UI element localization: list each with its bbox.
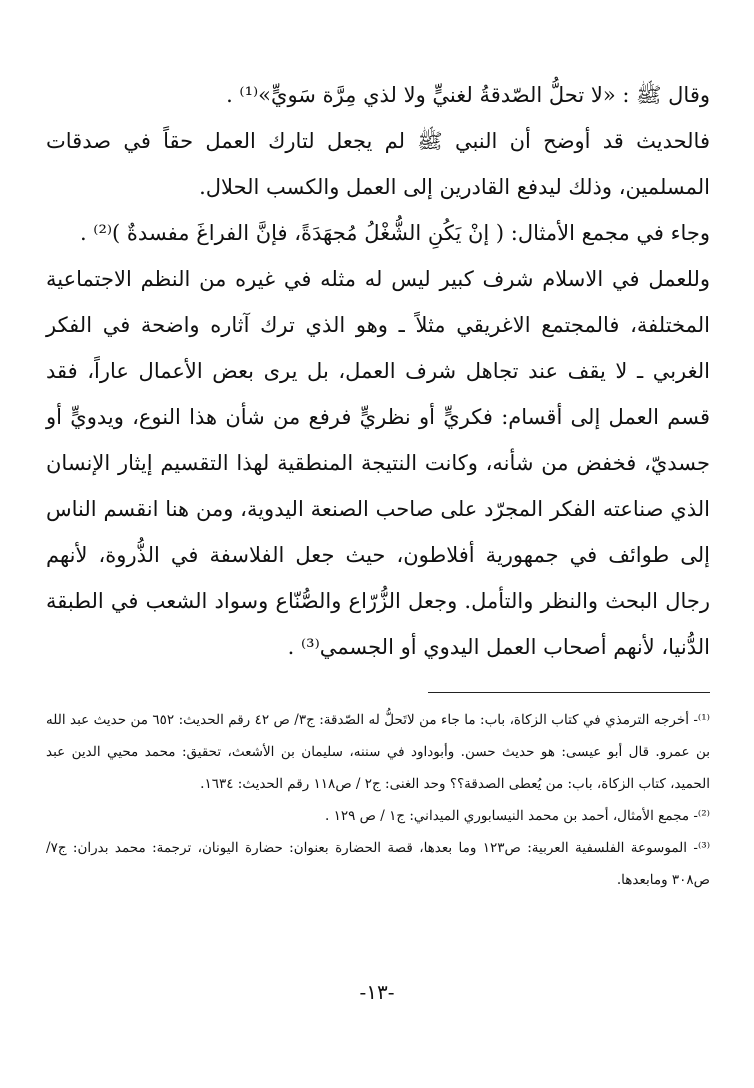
footnote-separator bbox=[428, 692, 710, 693]
hadith-quote: وقال ﷺ : «لا تحلُّ الصّدقةُ لغنيٍّ ولا لذي مِرَّة سَويٍّ»⁽¹⁾ . bbox=[226, 83, 710, 107]
paragraph-work-in-islam: وللعمل في الاسلام شرف كبير ليس له مثله في غيره من النظم الاجتماعية المختلفة، فالمجتمع الاغريقي مثلاً ـ وهو الذي ترك آثاره واضحة في الفكر الغربي ـ لا يقف عند تجاهل شرف العمل، بل يرى بعض الأعمال عاراً، فقد قسم العمل إلى أقسام: فكريٍّ أو نظريٍّ فرفع من شأن هذا النوع، ويدويٍّ أو جسديّ، فخفض من شأنه، وكانت النتيجة المنطقية لهذا التقسيم إيثار الإنسان الذي صناعته الفكر المجرّد على صاحب الصنعة اليدوية، ومن هنا انقسم الناس إلى طوائف في جمهورية أفلاطون، حيث جعل الفلاسفة في الذُّروة، لأنهم رجال البحث والنظر والتأمل. وجعل الزُّرّاع والصُّنّاع وسواد الشعب في الطبقة الدُّنيا، لأنهم أصحاب العمل اليدوي أو الجسمي⁽³⁾ . bbox=[46, 267, 710, 659]
paragraph-proverb: وجاء في مجمع الأمثال: ( إنْ يَكُنِ الشُّغْلُ مُجهَدَةً، فإنَّ الفراغَ مفسدةٌ )⁽²⁾ . bbox=[79, 221, 710, 245]
footnote-3: ⁽³⁾- الموسوعة الفلسفية العربية: ص١٢٣ وما بعدها، قصة الحضارة بعنوان: حضارة اليونان، ترجمة: محمد بدران: ج٧/ ص٣٠٨ ومابعدها. bbox=[46, 840, 711, 888]
main-text bbox=[46, 72, 710, 670]
footnotes bbox=[46, 704, 710, 896]
paragraph-hadith-explanation: فالحديث قد أوضح أن النبي ﷺ لم يجعل لتارك العمل حقاً في صدقات المسلمين، وذلك ليدفع القادرين إلى العمل والكسب الحلال. bbox=[46, 129, 710, 199]
page-number: -١٣- bbox=[359, 980, 395, 1004]
footnote-2: ⁽²⁾- مجمع الأمثال، أحمد بن محمد النيسابوري الميداني: ج١ / ص ١٢٩ . bbox=[325, 808, 710, 824]
footnote-1: ⁽¹⁾- أخرجه الترمذي في كتاب الزكاة، باب: ما جاء من لاتَحلُّ له الصّدقة: ج٣/ ص ٤٢ رقم الحديث: ٦٥٢ من حديث عبد الله بن عمرو. قال أبو عيسى: هو حديث حسن. وأبوداود في سننه، سليمان بن الأشعث، تحقيق: محمد محيي الدين عبد الحميد، كتاب الزكاة، باب: من يُعطى الصدقة؟؟ وحد الغنى: ج٢ / ص١١٨ رقم الحديث: ١٦٣٤. bbox=[46, 712, 710, 792]
